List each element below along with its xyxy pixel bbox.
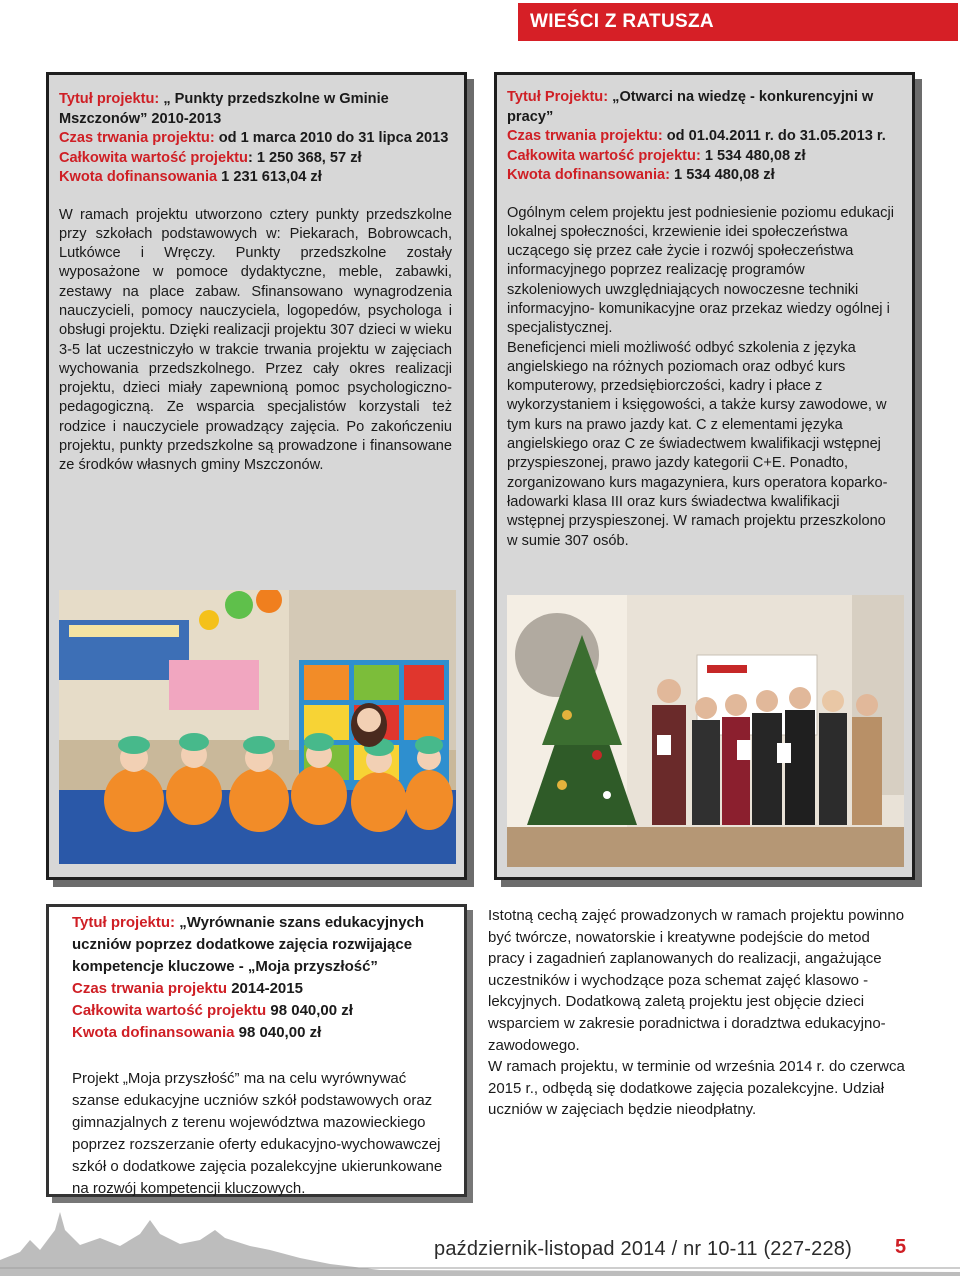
project-box-preschool	[46, 72, 467, 880]
project-description: W ramach projektu utworzono cztery punkty przedszkolne przy szkołach podstawowych w: Piekarach, Bobrowcach, Lutkówce i Wręczy. Punkty przedszkolne zostały wyposażone w pomoce dydaktyczne, meble, zabawki, zestawy na place zabaw. Sfinansowano wynagrodzenia nauczycieli, pomocy nauczyciela, logopedów, psychologa i obsługi projektu. Dzięki realizacji projektu 307 dzieci w wieku 3-5 lat uczestniczyło w trakcie trwania projektu w zajęciach wychowania przedszkolnego. Przez cały okres realizacji projektu, dzieci miały zapewnioną pomoc psychologiczno-pedagogiczną. Ze wsparcia specjalistów korzystali też rodzice i nauczyciele prowadzący zajęcia. Po zakończeniu projektu, punkty przedszkolne są prowadzone i finansowane ze środków własnych gminy Mszczonów.	[59, 206, 452, 474]
page-number: 5	[895, 1236, 907, 1258]
project-box-open-to-knowledge	[494, 72, 915, 880]
project-header: Tytuł Projektu: „Otwarci na wiedzę - konkurencyjni w pracy” Czas trwania projektu: od 01.04.2011 r. do 31.05.2013 r. Całkowita wartość projektu: 1 534 480,08 zł Kwota dofinansowania: 1 534 480,08 zł	[507, 89, 886, 183]
project-description-continued: Istotną cechą zajęć prowadzonych w ramach projektu powinno być twórcze, nowatorskie i kreatywne podejście do metod pracy i zagadnień zaplanowanych do realizacji, angażujące uczestników i wychodzące poza schemat zajęć klasowo - lekcyjnych. Dodatkową zaletą projektu jest objęcie dzieci wsparciem w zakresie poradnictwa i doradztwa edukacyjno-zawodowego. W ramach projektu, w terminie od września 2014 r. do czerwca 2015 r., odbędą się dodatkowe zajęcia pozalekcyjne. Udział uczniów w zajęciach będzie nieodpłatny.	[488, 907, 905, 1119]
preschool-children-photo	[59, 590, 456, 864]
training-group-photo	[507, 595, 904, 867]
project-box-my-future	[46, 904, 467, 1197]
project-description: Projekt „Moja przyszłość” ma na celu wyrównywać szanse edukacyjne uczniów szkół podstawowych oraz gimnazjalnych z terenu województwa mazowieckiego poprzez rozszerzanie oferty edukacyjno-wychowawczej szkół o dodatkowe zajęcia pozalekcyjne ukierunkowane na rozwój kompetencji kluczowych.	[72, 1070, 443, 1197]
section-banner: WIEŚCI Z RATUSZA	[518, 3, 958, 41]
issue-info: październik-listopad 2014 / nr 10-11 (227-228)	[434, 1238, 852, 1260]
project-header: Tytuł projektu: „Wyrównanie szans edukacyjnych uczniów poprzez dodatkowe zajęcia rozwijające kompetencje kluczowe - „Moja przyszłość” Czas trwania projektu 2014-2015 Całkowita wartość projektu 98 040,00 zł Kwota dofinansowania 98 040,00 zł	[72, 914, 425, 1041]
project-header: Tytuł projektu: „ Punkty przedszkolne w Gminie Mszczonów” 2010-2013 Czas trwania projektu: od 1 marca 2010 do 31 lipca 2013 Całkowita wartość projektu: 1 250 368, 57 zł Kwota dofinansowania 1 231 613,04 zł	[59, 91, 449, 185]
project-description: Ogólnym celem projektu jest podniesienie poziomu edukacji lokalnej społeczności, krzewienie idei społeczeństwa uczącego się przez całe życie i rozwój społeczeństwa informacyjnego poprzez realizację programów szkoleniowych uwzględniających nowoczesne techniki informacyjno- komunikacyjne oraz przekaz wiedzy ogólnej i specjalistycznej. Beneficjenci mieli możliwość odbyć szkolenia z języka angielskiego na różnych poziomach oraz odbyć kurs komputerowy, przedsiębiorczości, kadry i płace z wykorzystaniem i księgowości, a także kursy zawodowe, w tym kurs na prawo jazdy kat. C z elementami języka angielskiego oraz C ze świadectwem kwalifikacji wstępnej przyspieszonej, prawo jazdy kategorii C+E. Ponadto, zorganizowano kurs magazyniera, kurs operatora koparko- ładowarki klasa III oraz kurs świadectwa kwalifikacji wstępnej przyspieszonej. W ramach projektu przeszkolono w sumie 307 osób.	[507, 204, 894, 549]
